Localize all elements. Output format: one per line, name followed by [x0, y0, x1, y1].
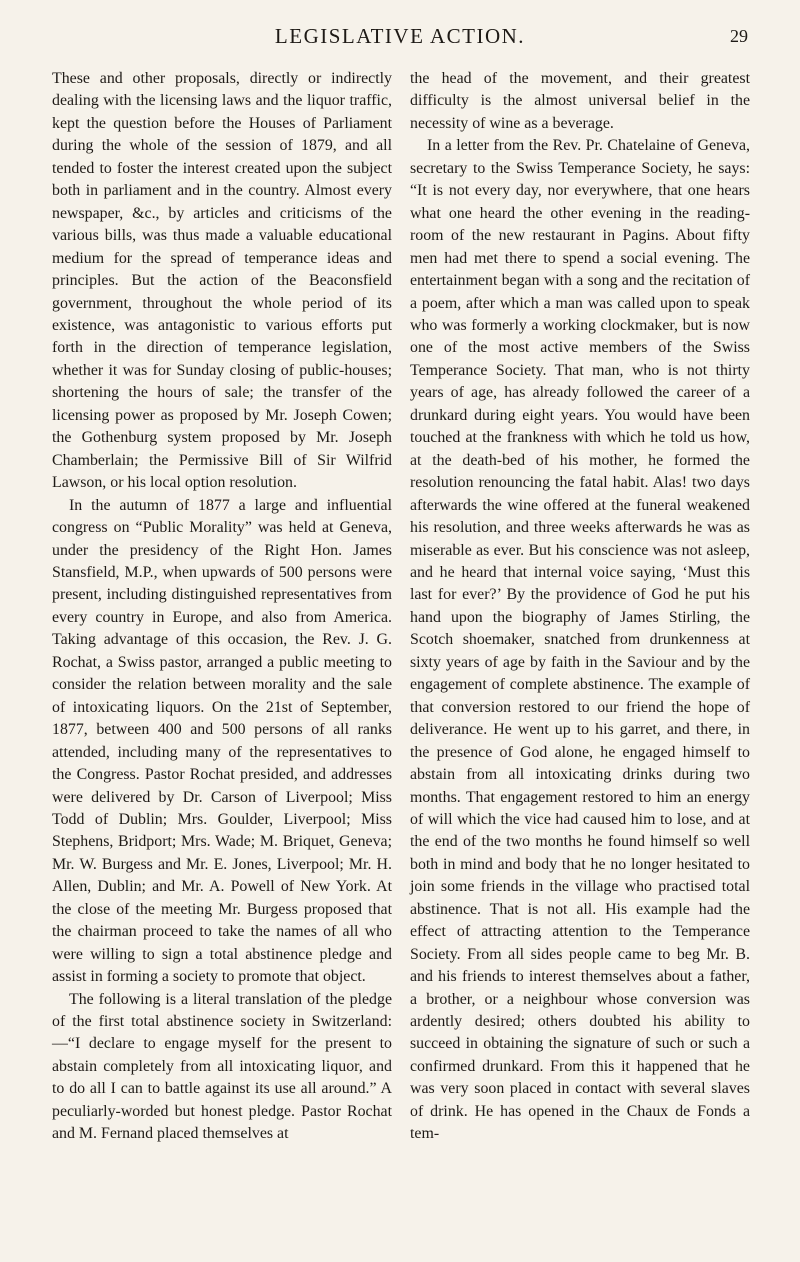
paragraph: the head of the movement, and their greatest difficulty is the almost universal belief in the necessity of wine as a beverage.: [410, 70, 750, 132]
paragraph: In a letter from the Rev. Pr. Chatelaine of Geneva, secretary to the Swiss Temperance Society, he says: “It is not every day, nor everywhere, that one hears what one heard the other evening in the reading-room of the new restaurant in Pagins. About fifty men had met there to spend a social evening. The entertainment began with a song and the recitation of a poem, after which a man was called upon to speak who was formerly a working clockmaker, but is now one of the most active members of the Swiss Temperance Society. That man, who is not thirty years of age, has already followed the career of a drunkard during eight years. You would have been touched at the frankness with which he told us how, at the death-bed of his mother, he formed the resolution renouncing the fatal habit. Alas! two days afterwards the wine offered at the funeral weakened his resolution, and three weeks afterwards he was as miserable as ever. But his conscience was not asleep, and he heard that internal voice saying, ‘Must this last for ever?’ By the providence of God he put his hand upon the biography of James Stirling, the Scotch shoemaker, snatched from drunkenness at sixty years of age by faith in the Saviour and by the engagement of complete abstinence. The example of that conversion restored to our friend the hope of deliverance. He went up to his garret, and there, in the presence of God alone, he engaged himself to abstain from all intoxicating drinks during two months. That engagement restored to him an energy of will which the vice had caused him to lose, and at the end of the two months he found himself so well both in mind and body that he no longer hesitated to join some friends in the village who practised total abstinence. That is not all. His example had the effect of attracting attention to the Temperance Society. From all sides people came to beg Mr. B. and his friends to interest themselves about a father, a brother, or a neighbour whose conversion was ardently desired; others doubted his ability to succeed in obtaining the signature of such or such a confirmed drunkard. From this it happened that he was very soon placed in contact with several slaves of drink. He has opened in the Chaux de Fonds a tem-: [410, 137, 750, 1143]
paragraph: In the autumn of 1877 a large and influential congress on “Public Morality” was held at Geneva, under the presidency of the Right Hon. James Stansfield, M.P., when upwards of 500 persons were present, including distinguished representatives from every country in Europe, and also from America. Taking advantage of this occasion, the Rev. J. G. Rochat, a Swiss pastor, arranged a public meeting to consider the relation between morality and the sale of intoxicating liquors. On the 21st of September, 1877, between 400 and 500 persons of all ranks attended, including many of the representatives to the Congress. Pastor Rochat presided, and addresses were delivered by Dr. Carson of Liverpool; Miss Todd of Dublin; Mrs. Goulder, Liverpool; Miss Stephens, Bridport; Mrs. Wade; M. Briquet, Geneva; Mr. W. Burgess and Mr. E. Jones, Liverpool; Mr. H. Allen, Dublin; and Mr. A. Powell of New York. At the close of the meeting Mr. Burgess proposed that the chairman proceed to take the names of all who were willing to sign a total abstinence pledge and assist in forming a society to promote that object.: [52, 496, 392, 986]
page-number: 29: [730, 26, 748, 46]
running-head: [0, 24, 800, 54]
paragraph: The following is a literal translation of the pledge of the first total abstinence society in Switzerland:—“I declare to engage myself for the present to abstain completely from all intoxicating liquor, and to do all I can to battle against its use all around.” A peculiarly-worded but honest pledge. Pastor Rochat and M. Fernand placed themselves at: [52, 990, 392, 1143]
paragraph: These and other proposals, directly or indirectly dealing with the licensing laws and the liquor traffic, kept the question before the Houses of Parliament during the whole of the session of 1879, and all tended to foster the interest created upon the subject both in parliament and in the country. Almost every newspaper, &c., by articles and criticisms of the various bills, was thus made a valuable educational medium for the spread of temperance ideas and principles. But the action of the Beaconsfield government, throughout the whole period of its existence, was antagonistic to various efforts put forth in the direction of temperance legislation, whether it was for Sunday closing of public-houses; shortening the hours of sale; the transfer of the licensing power as proposed by Mr. Joseph Cowen; the Gothenburg system proposed by Mr. Joseph Chamberlain; the Permissive Bill of Sir Wilfrid Lawson, or his local option resolution.: [52, 70, 392, 492]
right-column: [410, 68, 750, 1146]
running-title: LEGISLATIVE ACTION.: [274, 24, 526, 48]
left-column: [52, 68, 392, 1146]
